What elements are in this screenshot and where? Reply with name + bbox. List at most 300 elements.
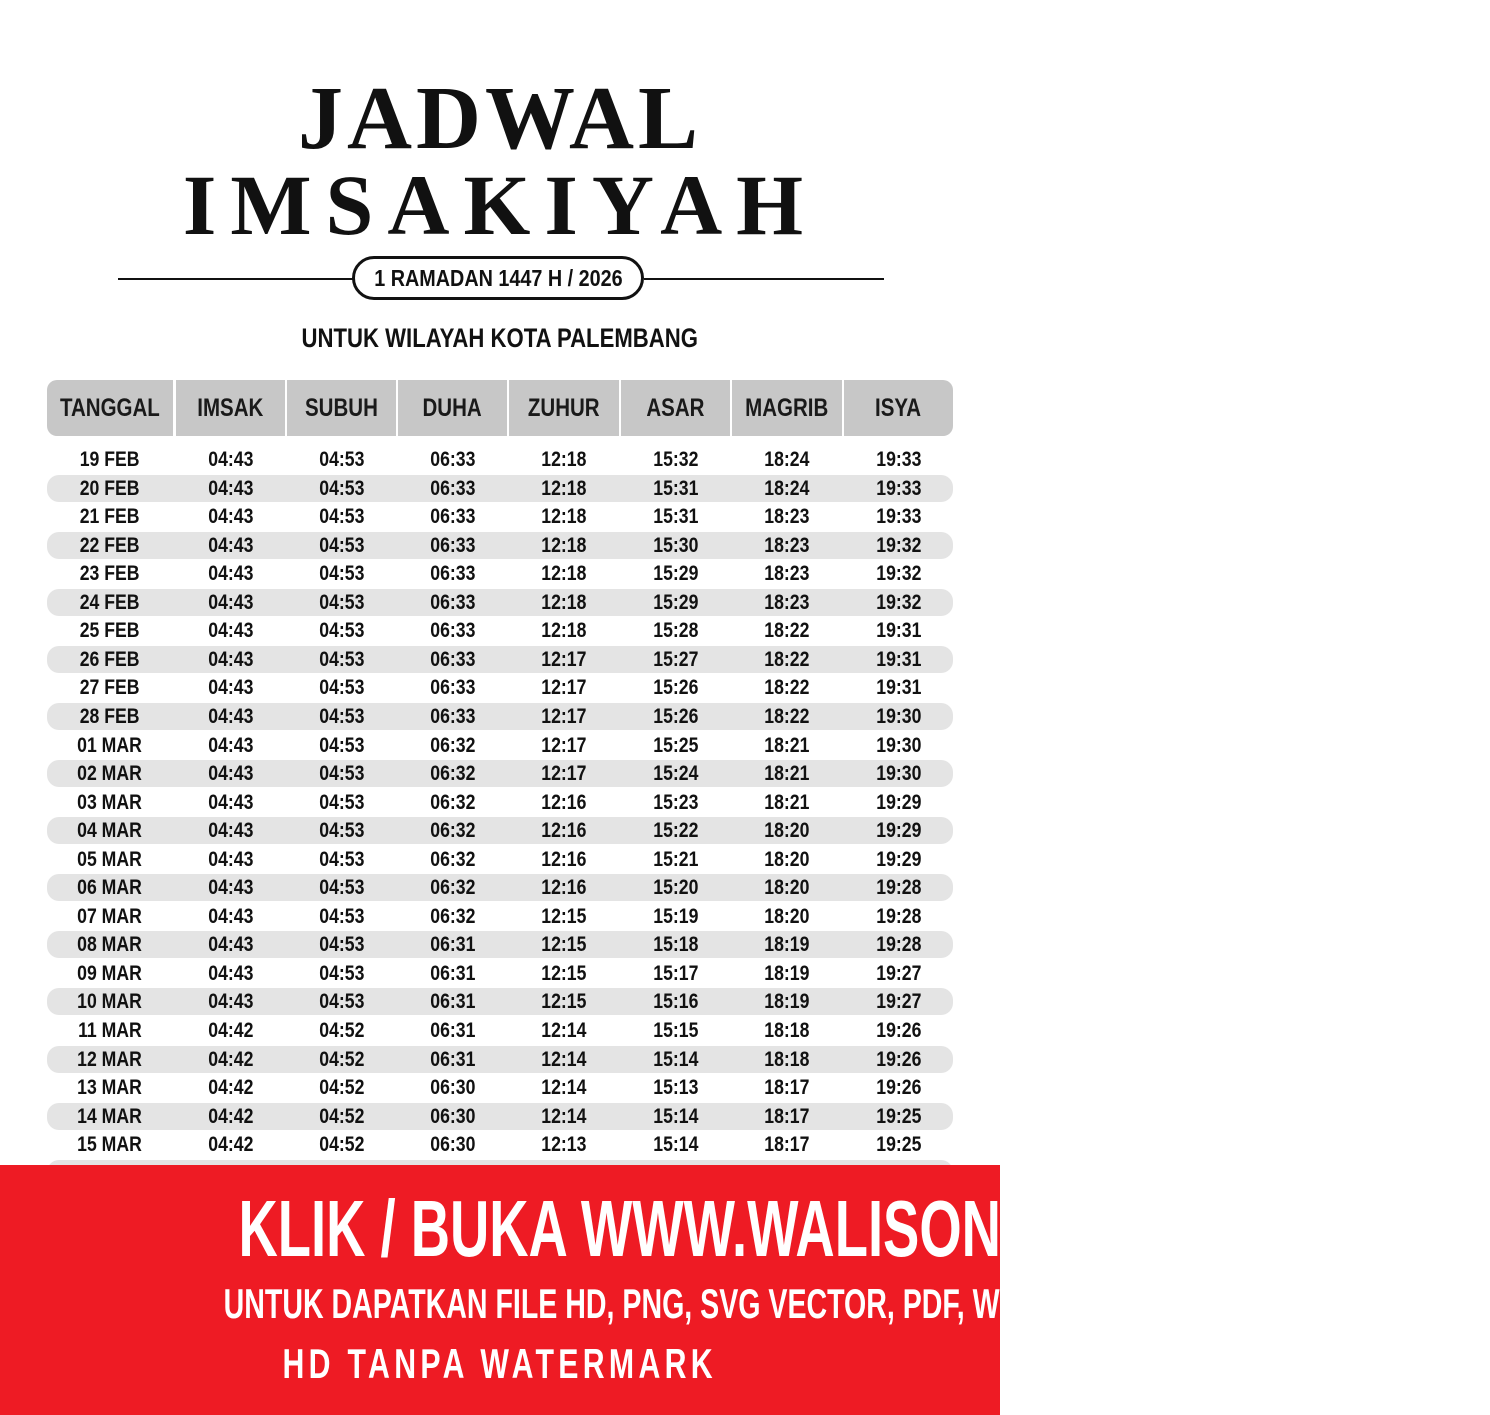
cell-magrib [732, 817, 842, 844]
cell-value: 04:53 [318, 448, 365, 471]
cell-asar [621, 617, 730, 644]
cell-value: 06:32 [429, 790, 476, 814]
cell-isya [844, 1074, 953, 1101]
cell-value: 19:30 [875, 733, 922, 757]
cell-asar [621, 874, 730, 901]
cell-magrib [732, 560, 842, 587]
cell-subuh [287, 503, 396, 530]
cell-asar [621, 760, 730, 787]
table-row [47, 703, 953, 730]
cell-magrib [732, 1103, 842, 1130]
table-row [47, 903, 953, 930]
cell-value: 15:13 [652, 1076, 699, 1100]
cell-asar [621, 988, 730, 1015]
cell-magrib [732, 646, 842, 673]
cell-value: 04:53 [318, 676, 365, 700]
cell-value: 23 FEB [80, 562, 140, 586]
cell-zuhur [509, 817, 619, 844]
table-row [47, 1046, 953, 1073]
cell-subuh [287, 560, 396, 587]
cell-date [47, 1046, 173, 1073]
title-line-1: JADWAL [297, 69, 703, 168]
cell-value: 19:27 [875, 990, 922, 1014]
cell-duha [398, 532, 507, 559]
cell-value: 04:53 [318, 790, 365, 814]
cell-imsak [176, 1046, 285, 1073]
cell-asar [621, 789, 730, 816]
cell-value: 18:18 [764, 1019, 810, 1042]
cell-value: 19:30 [875, 762, 922, 786]
cell-value: 27 FEB [80, 676, 140, 700]
cell-zuhur [509, 1103, 619, 1130]
cell-subuh [287, 960, 396, 987]
cell-value: 06:33 [429, 647, 476, 671]
cell-duha [398, 1017, 507, 1044]
cell-value: 06:31 [429, 990, 476, 1014]
cell-zuhur [509, 789, 619, 816]
cell-value: 15:31 [652, 476, 699, 500]
cell-subuh [287, 903, 396, 930]
cell-date [47, 846, 173, 873]
cell-value: 04:52 [318, 1076, 365, 1100]
column-header-imsak [176, 380, 285, 436]
cell-duha [398, 1074, 507, 1101]
cell-subuh [287, 760, 396, 787]
column-header-label: TANGGAL [60, 393, 160, 422]
cell-isya [844, 988, 953, 1015]
cell-isya [844, 503, 953, 530]
cell-imsak [176, 960, 285, 987]
cell-value: 04:43 [207, 448, 254, 471]
banner-subline-text: UNTUK DAPATKAN FILE HD, PNG, SVG VECTOR, PDF, WORD, EXCEL [223, 1280, 1175, 1327]
cell-zuhur [509, 560, 619, 587]
cell-date [47, 931, 173, 958]
cell-date [47, 475, 173, 502]
cell-value: 18:19 [764, 933, 810, 957]
cell-date [47, 446, 173, 473]
cell-subuh [287, 789, 396, 816]
banner-note-text: HD TANPA WATERMARK [282, 1340, 718, 1387]
cell-isya [844, 1046, 953, 1073]
cell-magrib [732, 988, 842, 1015]
cell-value: 18:21 [764, 790, 810, 814]
cell-value: 04:43 [207, 876, 254, 900]
cell-magrib [732, 874, 842, 901]
cell-value: 12:14 [541, 1104, 587, 1128]
cell-duha [398, 617, 507, 644]
cell-asar [621, 903, 730, 930]
table-header [47, 380, 953, 436]
cell-value: 04:43 [207, 647, 254, 671]
cell-value: 19:26 [875, 1047, 922, 1071]
cell-value: 19:32 [875, 590, 922, 614]
promo-banner [0, 1165, 1252, 1415]
cell-duha [398, 703, 507, 730]
table-row [47, 532, 953, 559]
cell-value: 18:24 [764, 476, 810, 500]
cell-value: 04:43 [207, 533, 254, 557]
cell-value: 04:53 [318, 476, 365, 500]
cell-value: 18:22 [764, 704, 810, 728]
cell-value: 04:53 [318, 904, 365, 928]
cell-value: 12:15 [541, 990, 587, 1014]
cell-value: 12:18 [541, 476, 587, 500]
column-header-isya [844, 380, 953, 436]
cell-value: 19:30 [875, 704, 922, 728]
cell-value: 06:32 [429, 819, 476, 843]
cell-imsak [176, 1103, 285, 1130]
cell-value: 04:42 [207, 1133, 254, 1157]
cell-value: 18:17 [764, 1104, 810, 1128]
cell-zuhur [509, 646, 619, 673]
cell-magrib [732, 1131, 842, 1158]
cell-magrib [732, 503, 842, 530]
cell-value: 18:20 [764, 876, 810, 900]
cell-value: 06:33 [429, 590, 476, 614]
column-header-label: ZUHUR [528, 393, 600, 422]
cell-duha [398, 960, 507, 987]
cell-value: 12:13 [541, 1133, 587, 1157]
banner-headline [0, 1184, 1252, 1273]
cell-value: 06:32 [429, 762, 476, 786]
cell-duha [398, 475, 507, 502]
column-header-magrib [732, 380, 842, 436]
cell-value: 12:17 [541, 676, 587, 700]
cell-asar [621, 560, 730, 587]
cell-value: 04:53 [318, 933, 365, 957]
cell-value: 12:18 [541, 590, 587, 614]
cell-magrib [732, 674, 842, 701]
cell-asar [621, 960, 730, 987]
cell-date [47, 903, 173, 930]
cell-value: 04:52 [318, 1133, 365, 1157]
table-row [47, 646, 953, 673]
cell-value: 04:53 [318, 961, 365, 985]
cell-duha [398, 789, 507, 816]
cell-date [47, 589, 173, 616]
cell-value: 04:53 [318, 647, 365, 671]
table-row [47, 589, 953, 616]
cell-value: 04:42 [207, 1047, 254, 1071]
cell-value: 03 MAR [77, 790, 143, 814]
cell-duha [398, 846, 507, 873]
cell-value: 04:43 [207, 619, 254, 643]
cell-imsak [176, 817, 285, 844]
cell-value: 04:53 [318, 562, 365, 586]
cell-imsak [176, 1017, 285, 1044]
cell-subuh [287, 646, 396, 673]
cell-asar [621, 703, 730, 730]
cell-zuhur [509, 846, 619, 873]
cell-value: 06:32 [429, 904, 476, 928]
cell-value: 12:14 [541, 1076, 587, 1100]
cell-value: 06:32 [429, 876, 476, 900]
cell-value: 08 MAR [77, 933, 143, 957]
cell-isya [844, 846, 953, 873]
cell-duha [398, 817, 507, 844]
cell-value: 04:53 [318, 990, 365, 1014]
cell-isya [844, 817, 953, 844]
cell-value: 04:42 [207, 1104, 254, 1128]
subtitle-badge [352, 256, 644, 300]
table-row [47, 874, 953, 901]
cell-subuh [287, 732, 396, 759]
cell-value: 12:18 [541, 562, 587, 586]
cell-value: 15:21 [652, 847, 699, 871]
cell-asar [621, 475, 730, 502]
cell-value: 12:15 [541, 933, 587, 957]
cell-value: 04:53 [318, 819, 365, 843]
cell-value: 15:28 [652, 619, 699, 643]
divider-left [118, 278, 354, 280]
cell-value: 02 MAR [77, 762, 143, 786]
table-row [47, 617, 953, 644]
cell-asar [621, 931, 730, 958]
cell-value: 15:26 [652, 704, 699, 728]
cell-value: 15:19 [652, 904, 699, 928]
cell-value: 07 MAR [77, 904, 143, 928]
cell-zuhur [509, 703, 619, 730]
cell-value: 04:53 [318, 847, 365, 871]
divider-right [644, 278, 884, 280]
cell-value: 15:16 [652, 990, 699, 1014]
cell-zuhur [509, 475, 619, 502]
cell-zuhur [509, 1131, 619, 1158]
table-row [47, 732, 953, 759]
cell-value: 06:31 [429, 1019, 476, 1042]
cell-subuh [287, 589, 396, 616]
cell-value: 12:18 [541, 448, 587, 471]
cell-imsak [176, 532, 285, 559]
cell-value: 19:27 [875, 961, 922, 985]
cell-value: 06:31 [429, 1047, 476, 1071]
cell-duha [398, 503, 507, 530]
cell-value: 19:29 [875, 819, 922, 843]
cell-value: 18:21 [764, 762, 810, 786]
cell-zuhur [509, 874, 619, 901]
column-header-label: SUBUH [305, 393, 378, 422]
cell-imsak [176, 931, 285, 958]
cell-value: 19:32 [875, 533, 922, 557]
cell-imsak [176, 988, 285, 1015]
cell-date [47, 1131, 173, 1158]
cell-magrib [732, 475, 842, 502]
banner-note [0, 1340, 1000, 1387]
cell-date [47, 1074, 173, 1101]
cell-value: 15:23 [652, 790, 699, 814]
table-row [47, 960, 953, 987]
column-header-date [47, 380, 173, 436]
column-header-label: DUHA [422, 393, 483, 422]
table-row [47, 446, 953, 473]
cell-value: 04:53 [318, 762, 365, 786]
cell-value: 04:42 [207, 1076, 254, 1100]
cell-value: 18:24 [764, 448, 810, 471]
cell-zuhur [509, 960, 619, 987]
cell-imsak [176, 446, 285, 473]
cell-duha [398, 874, 507, 901]
table-row [47, 1103, 953, 1130]
cell-subuh [287, 846, 396, 873]
cell-value: 04:43 [207, 476, 254, 500]
cell-value: 18:20 [764, 904, 810, 928]
cell-subuh [287, 532, 396, 559]
cell-duha [398, 988, 507, 1015]
cell-imsak [176, 475, 285, 502]
cell-date [47, 674, 173, 701]
cell-value: 19:26 [875, 1076, 922, 1100]
cell-value: 11 MAR [78, 1019, 142, 1042]
cell-value: 04:43 [207, 590, 254, 614]
cell-duha [398, 446, 507, 473]
cell-duha [398, 646, 507, 673]
cell-zuhur [509, 532, 619, 559]
cell-isya [844, 560, 953, 587]
table-row [47, 760, 953, 787]
table-row [47, 503, 953, 530]
cell-date [47, 760, 173, 787]
cell-magrib [732, 1017, 842, 1044]
cell-asar [621, 846, 730, 873]
cell-value: 12 MAR [77, 1047, 143, 1071]
cell-value: 18:17 [764, 1133, 810, 1157]
cell-value: 04:43 [207, 819, 254, 843]
cell-value: 19:26 [875, 1019, 922, 1042]
cell-value: 18:23 [764, 562, 810, 586]
cell-magrib [732, 703, 842, 730]
cell-imsak [176, 560, 285, 587]
cell-subuh [287, 817, 396, 844]
cell-magrib [732, 589, 842, 616]
cell-value: 06:32 [429, 733, 476, 757]
cell-value: 15:32 [652, 448, 699, 471]
cell-asar [621, 674, 730, 701]
cell-duha [398, 732, 507, 759]
cell-zuhur [509, 589, 619, 616]
cell-value: 12:16 [541, 847, 587, 871]
cell-value: 04:43 [207, 704, 254, 728]
cell-subuh [287, 1131, 396, 1158]
cell-value: 18:18 [764, 1047, 810, 1071]
cell-value: 04:53 [318, 733, 365, 757]
cell-date [47, 960, 173, 987]
cell-value: 04:43 [207, 904, 254, 928]
cell-value: 15:18 [652, 933, 699, 957]
cell-value: 04:53 [318, 619, 365, 643]
cell-zuhur [509, 931, 619, 958]
cell-isya [844, 931, 953, 958]
cell-value: 06:31 [429, 933, 476, 957]
cell-value: 12:18 [541, 619, 587, 643]
cell-value: 15 MAR [77, 1133, 143, 1157]
cell-value: 06:30 [429, 1133, 476, 1157]
cell-isya [844, 674, 953, 701]
cell-isya [844, 903, 953, 930]
cell-magrib [732, 732, 842, 759]
cell-value: 05 MAR [77, 847, 143, 871]
cell-value: 19:28 [875, 933, 922, 957]
cell-zuhur [509, 617, 619, 644]
cell-isya [844, 532, 953, 559]
cell-isya [844, 760, 953, 787]
cell-subuh [287, 1103, 396, 1130]
column-header-duha [398, 380, 507, 436]
cell-asar [621, 817, 730, 844]
cell-subuh [287, 617, 396, 644]
cell-duha [398, 560, 507, 587]
column-header-subuh [287, 380, 396, 436]
cell-value: 06:33 [429, 562, 476, 586]
cell-value: 18:23 [764, 590, 810, 614]
cell-asar [621, 503, 730, 530]
cell-value: 09 MAR [77, 961, 143, 985]
cell-magrib [732, 931, 842, 958]
cell-value: 19:33 [875, 448, 922, 471]
cell-value: 06:33 [429, 476, 476, 500]
cell-date [47, 874, 173, 901]
cell-asar [621, 732, 730, 759]
cell-date [47, 646, 173, 673]
cell-isya [844, 1131, 953, 1158]
cell-value: 06:33 [429, 619, 476, 643]
cell-value: 12:17 [541, 647, 587, 671]
cell-value: 12:17 [541, 733, 587, 757]
cell-magrib [732, 532, 842, 559]
cell-imsak [176, 1074, 285, 1101]
table-body [47, 446, 953, 1166]
cell-duha [398, 1131, 507, 1158]
cell-value: 18:23 [764, 533, 810, 557]
cell-zuhur [509, 1074, 619, 1101]
cell-value: 06:31 [429, 961, 476, 985]
title-line-2: IMSAKIYAH [182, 157, 818, 253]
cell-imsak [176, 760, 285, 787]
cell-date [47, 732, 173, 759]
cell-value: 15:14 [652, 1047, 699, 1071]
table-row [47, 1131, 953, 1158]
cell-value: 04:43 [207, 505, 254, 529]
cell-value: 06:32 [429, 847, 476, 871]
cell-value: 19:31 [875, 676, 922, 700]
column-header-label: MAGRIB [745, 393, 829, 422]
cell-value: 04:42 [207, 1019, 254, 1042]
cell-duha [398, 589, 507, 616]
cell-duha [398, 931, 507, 958]
cell-magrib [732, 446, 842, 473]
cell-magrib [732, 903, 842, 930]
cell-value: 04:53 [318, 876, 365, 900]
banner-subline [0, 1280, 1175, 1327]
cell-value: 04:52 [318, 1019, 365, 1042]
cell-value: 06:33 [429, 448, 476, 471]
cell-value: 18:20 [764, 819, 810, 843]
cell-value: 19:29 [875, 847, 922, 871]
cell-zuhur [509, 674, 619, 701]
cell-subuh [287, 931, 396, 958]
cell-value: 04:43 [207, 676, 254, 700]
cell-magrib [732, 1074, 842, 1101]
cell-isya [844, 1017, 953, 1044]
cell-magrib [732, 1046, 842, 1073]
cell-date [47, 817, 173, 844]
cell-duha [398, 760, 507, 787]
cell-value: 15:14 [652, 1133, 699, 1157]
cell-value: 04:43 [207, 762, 254, 786]
cell-value: 15:29 [652, 590, 699, 614]
cell-value: 12:18 [541, 533, 587, 557]
table-row [47, 560, 953, 587]
cell-value: 12:15 [541, 904, 587, 928]
